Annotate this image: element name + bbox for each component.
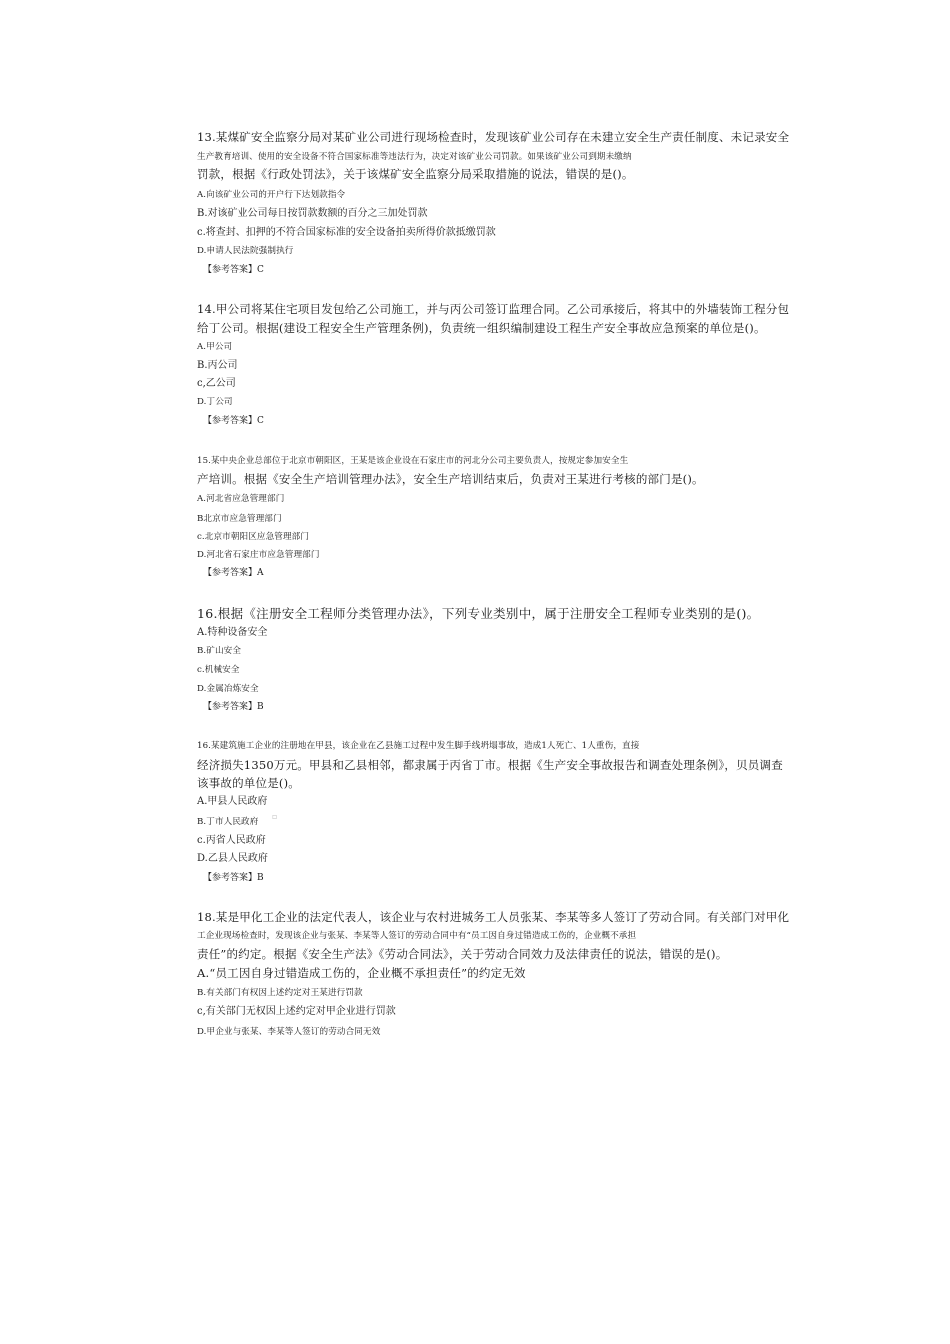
- question-16a-option-c: c.机械安全: [197, 665, 240, 675]
- question-13-option-b: B.对该矿业公司每日按罚款数额的百分之三加处罚款: [197, 208, 428, 219]
- question-13-line-2: 生产教育培训、使用的安全设备不符合国家标准等违法行为，决定对该矿业公司罚款。如果该矿业公司到期未缴纳: [197, 152, 632, 162]
- question-16b-answer: 【参考答案】B: [203, 873, 264, 883]
- question-14-answer: 【参考答案】C: [203, 416, 264, 426]
- question-13-answer: 【参考答案】C: [203, 265, 264, 275]
- question-16b-option-d: D.乙县人民政府: [197, 853, 268, 864]
- question-16b-option-a: A.甲县人民政府: [197, 796, 268, 807]
- question-16b-option-c: c.丙省人民政府: [197, 835, 266, 846]
- question-18-option-b: B.有关部门有权因上述约定对王某进行罚款: [197, 988, 363, 998]
- question-16a-answer: 【参考答案】B: [203, 702, 264, 712]
- question-16b-line-1: 16.某建筑施工企业的注册地在甲县，该企业在乙县施工过程中发生脚手线坍塌事故，造成1人死亡、1人重伤，直接: [197, 741, 640, 751]
- question-15-option-b: B北京市应急管理部门: [197, 514, 282, 524]
- question-18-line-1: 18.某是甲化工企业的法定代表人，该企业与农村进城务工人员张某、李某等多人签订了劳动合同。有关部门对甲化: [197, 910, 790, 924]
- question-18-line-2: 工企业现场检查时，发现该企业与张某、李某等人签订的劳动合同中有“员工因自身过错造成工伤的，企业概不承担: [197, 931, 637, 941]
- question-15-option-c: c.北京市朝阳区应急管理部门: [197, 532, 310, 542]
- question-16a-option-b: B.矿山安全: [197, 646, 242, 656]
- scan-speck: ▫: [272, 812, 278, 821]
- question-13-option-c: c.将查封、扣押的不符合国家标准的安全设备拍卖所得价款抵缴罚款: [197, 227, 496, 238]
- question-18-line-3: 责任”的约定。根据《安全生产法》《劳动合同法》，关于劳动合同效力及法律责任的说法，错误的是()。: [197, 947, 728, 961]
- question-16a-line-1: 16.根据《注册安全工程师分类管理办法》，下列专业类别中，属于注册安全工程师专业类别的是()。: [197, 606, 760, 621]
- question-15-line-2: 产培训。根据《安全生产培训管理办法》，安全生产培训结束后，负责对王某进行考核的部门是()。: [197, 472, 704, 486]
- question-13-line-3: 罚款，根据《行政处罚法》，关于该煤矿安全监察分局采取措施的说法，错误的是()。: [197, 167, 634, 181]
- question-15-answer: 【参考答案】A: [203, 568, 264, 578]
- question-15-line-1: 15.某中央企业总部位于北京市朝阳区，王某是该企业设在石家庄市的河北分公司主要负责人，按规定参加安全生: [197, 456, 629, 466]
- question-14-option-b: B.丙公司: [197, 360, 238, 371]
- question-13-option-a: A.向该矿业公司的开户行下达划款指令: [197, 190, 346, 200]
- question-18-option-a: A.“员工因自身过错造成工伤的，企业概不承担责任”的约定无效: [197, 966, 526, 980]
- question-16b-option-b: B.丁市人民政府: [197, 817, 259, 827]
- question-13-line-1: 13.某煤矿安全监察分局对某矿业公司进行现场检查时，发现该矿业公司存在未建立安全生产责任制度、未记录安全: [197, 130, 790, 144]
- question-18-option-c: c,有关部门无权因上述约定对甲企业进行罚款: [197, 1006, 396, 1017]
- question-15-option-a: A.河北省应急管理部门: [197, 494, 285, 504]
- question-16b-line-2: 经济损失1350万元。甲县和乙县相邻，都隶属于丙省丁市。根据《生产安全事故报告和调查处理条例》，贝员调查: [197, 758, 783, 772]
- question-14-option-d: D.丁公司: [197, 397, 233, 407]
- question-14-option-c: c,乙公司: [197, 378, 236, 389]
- question-14-option-a: A.甲公司: [197, 342, 233, 352]
- question-16a-option-d: D.金属冶炼安全: [197, 684, 259, 694]
- question-16a-option-a: A.特种设备安全: [197, 627, 268, 638]
- question-14-line-2: 给丁公司。根据(建设工程安全生产管理条例)，负责统一组织编制建设工程生产安全事故应急预案的单位是()。: [197, 321, 766, 335]
- question-14-line-1: 14.甲公司将某住宅项目发包给乙公司施工，并与丙公司签订监理合同。乙公司承接后，将其中的外墙装饰工程分包: [197, 302, 790, 316]
- question-15-option-d: D.河北省石家庄市应急管理部门: [197, 550, 320, 560]
- question-18-option-d: D.甲企业与张某、李某等人签订的劳动合同无效: [197, 1027, 381, 1037]
- question-16b-line-3: 该事故的单位是()。: [197, 776, 300, 790]
- question-13-option-d: D.申请人民法院强制执行: [197, 246, 294, 256]
